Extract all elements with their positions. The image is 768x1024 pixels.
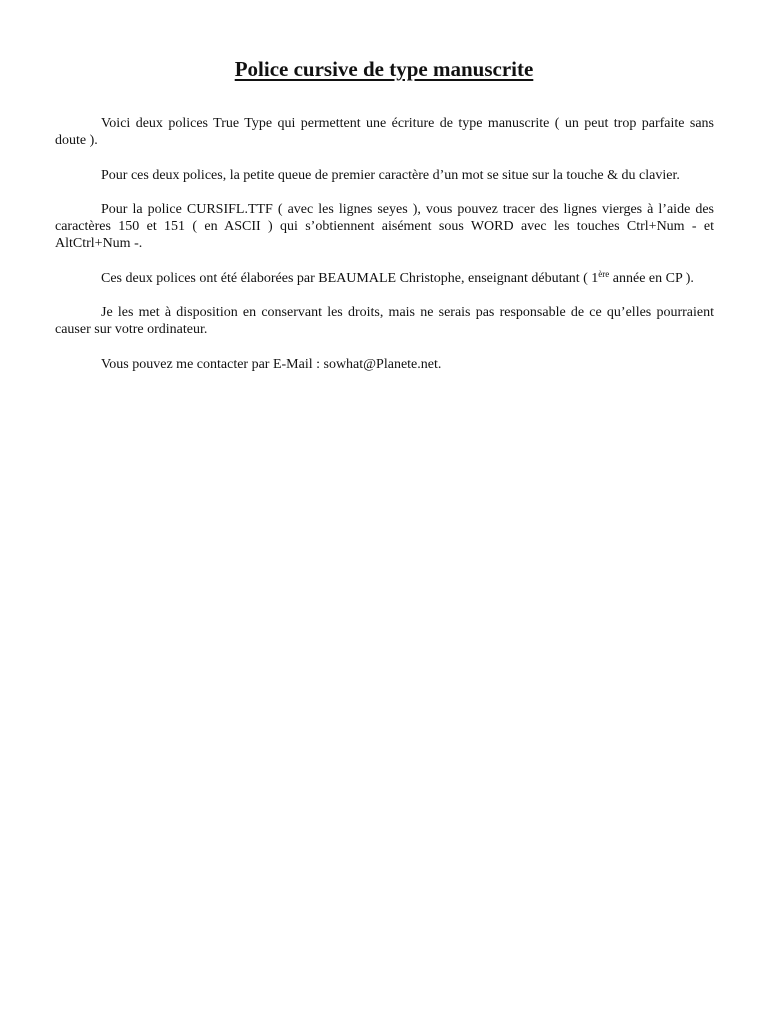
document-body bbox=[55, 115, 714, 390]
author-text-before: Ces deux polices ont été élaborées par BEAUMALE Christophe, enseignant débutant ( 1 bbox=[101, 270, 599, 286]
document-title: Police cursive de type manuscrite bbox=[234, 57, 534, 81]
paragraph-contact: Vous pouvez me contacter par E-Mail : sowhat@Planete.net. bbox=[101, 356, 442, 372]
paragraph-intro: Voici deux polices True Type qui permettent une écriture de type manuscrite ( un peut trop parfaite sans doute ). bbox=[55, 116, 714, 149]
paragraph-rights: Je les met à disposition en conservant les droits, mais ne serais pas responsable de ce qu’elles pourraient causer sur votre ordinateur. bbox=[55, 305, 714, 338]
author-text-after: année en CP ). bbox=[609, 270, 694, 286]
paragraph-ampersand-key: Pour ces deux polices, la petite queue de premier caractère d’un mot se situe sur la touche & du clavier. bbox=[101, 167, 680, 183]
paragraph-seyes-lines: Pour la police CURSIFL.TTF ( avec les lignes seyes ), vous pouvez tracer des lignes vierges à l’aide des caractères 150 et 151 ( en ASCII ) qui s’obtiennent aisément sous WORD avec les touches Ctrl+Num - et AltCtrl+Num -. bbox=[55, 201, 714, 252]
paragraph-author bbox=[55, 270, 714, 287]
ordinal-superscript: ère bbox=[598, 268, 610, 279]
